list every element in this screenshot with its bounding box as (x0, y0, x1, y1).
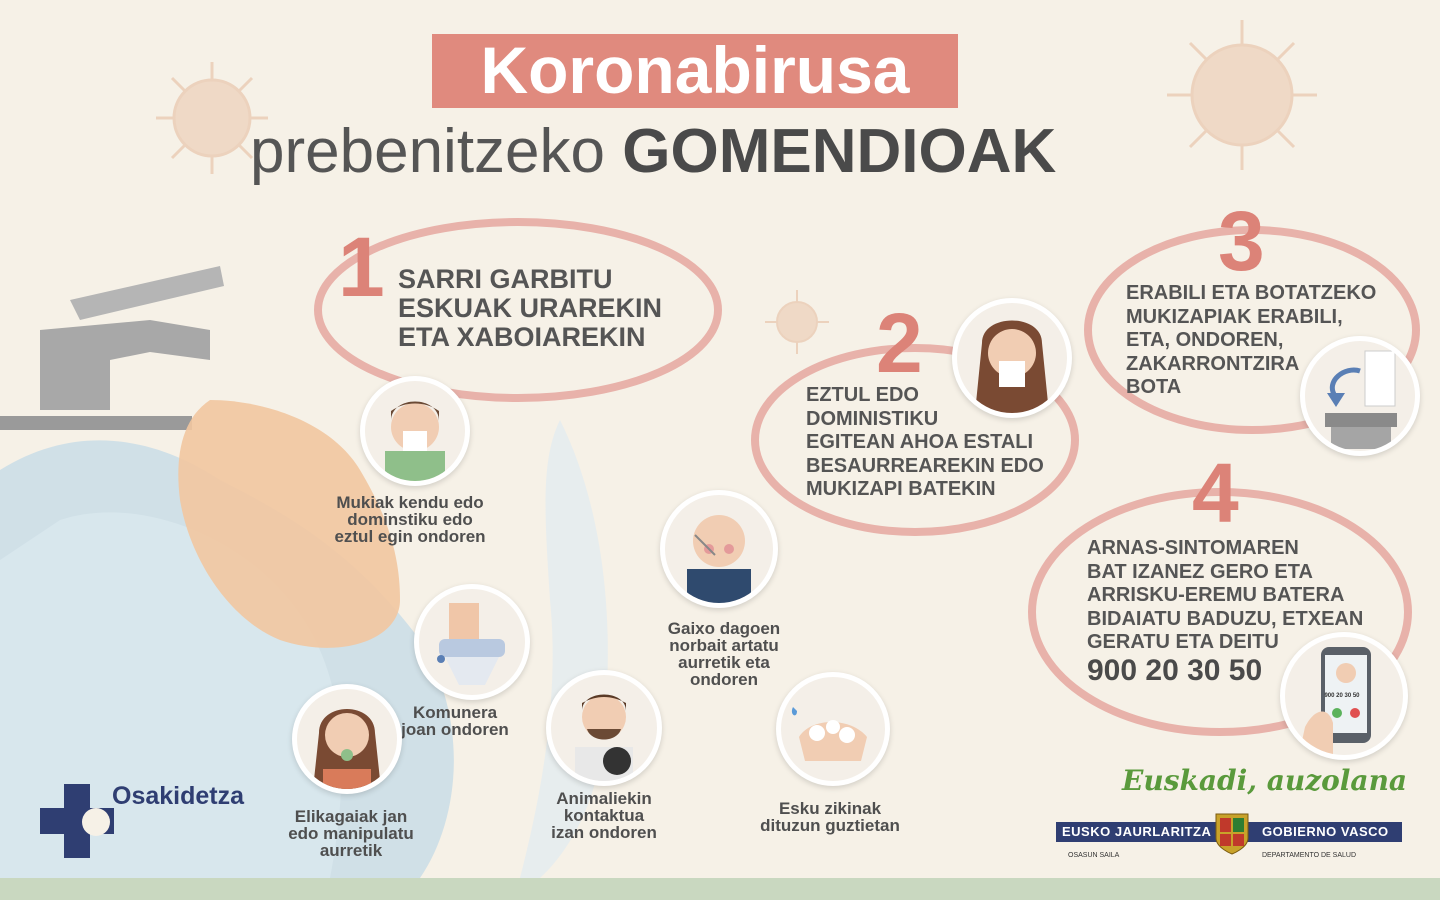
gov-name-basque: EUSKO JAURLARITZA (1062, 824, 1212, 839)
step3-text: ERABILI ETA BOTATZEKO MUKIZAPIAK ERABILI, ETA, ONDOREN, ZAKARRONTZIRA BOTA (1126, 282, 1377, 398)
sick-person-icon (660, 490, 778, 608)
gov-name-spanish: GOBIERNO VASCO (1262, 824, 1389, 839)
brand-name: Osakidetza (112, 782, 245, 810)
gov-dept-basque: OSASUN SAILA (1068, 852, 1120, 859)
faucet-icon (0, 266, 224, 430)
caption-sick-person: Gaixo dagoen norbait artatu aurretik eta ondoren (667, 619, 781, 689)
slogan: Euskadi, auzolana (1122, 764, 1408, 797)
virus-decoration-mid (765, 290, 829, 354)
step1-number: 1 (338, 220, 385, 314)
woman-eating-icon (292, 684, 402, 794)
step2-number: 2 (876, 296, 923, 390)
caption-dirty-hands: Esku zikinak dituzun guztietan (760, 799, 900, 835)
basque-coat-of-arms-icon (1212, 810, 1252, 856)
bottom-bar (0, 878, 1440, 900)
osakidetza-logo (40, 784, 114, 858)
man-with-animals-icon (546, 670, 662, 786)
toilet-icon (414, 584, 530, 700)
page-title: Koronabirusa (480, 33, 910, 107)
gov-dept-spanish: DEPARTAMENTO DE SALUD (1262, 852, 1357, 859)
step2-text: EZTUL EDO DOMINISTIKU EGITEAN AHOA ESTALI BESAURREAREKIN EDO MUKIZAPI BATEKIN (806, 384, 1044, 500)
man-blowing-nose-icon (360, 376, 470, 486)
phone-number: 900 20 30 50 (1087, 654, 1263, 687)
washing-hands-icon (776, 672, 890, 786)
phone-screen-number: 900 20 30 50 (1324, 693, 1360, 699)
caption-toilet: Komunera joan ondoren (401, 703, 509, 739)
step4-text: ARNAS-SINTOMAREN BAT IZANEZ GERO ETA ARRISKU-EREMU BATERA BIDAIATU BADUZU, ETXEAN GERATU ETA DEITU (1087, 537, 1364, 653)
step3-number: 3 (1218, 194, 1265, 288)
caption-eating: Elikagaiak jan edo manipulatu aurretik (288, 807, 414, 860)
caption-blow-nose: Mukiak kendu edo dominstiku edo eztul egin ondoren (334, 493, 486, 546)
page-subtitle: prebenitzeko GOMENDIOAK (250, 117, 1057, 186)
step4-number: 4 (1192, 446, 1239, 540)
caption-animals: Animaliekin kontaktua izan ondoren (551, 789, 657, 842)
trash-bin-icon (1300, 336, 1420, 456)
step1-text: SARRI GARBITU ESKUAK URAREKIN ETA XABOIAREKIN (398, 264, 663, 352)
